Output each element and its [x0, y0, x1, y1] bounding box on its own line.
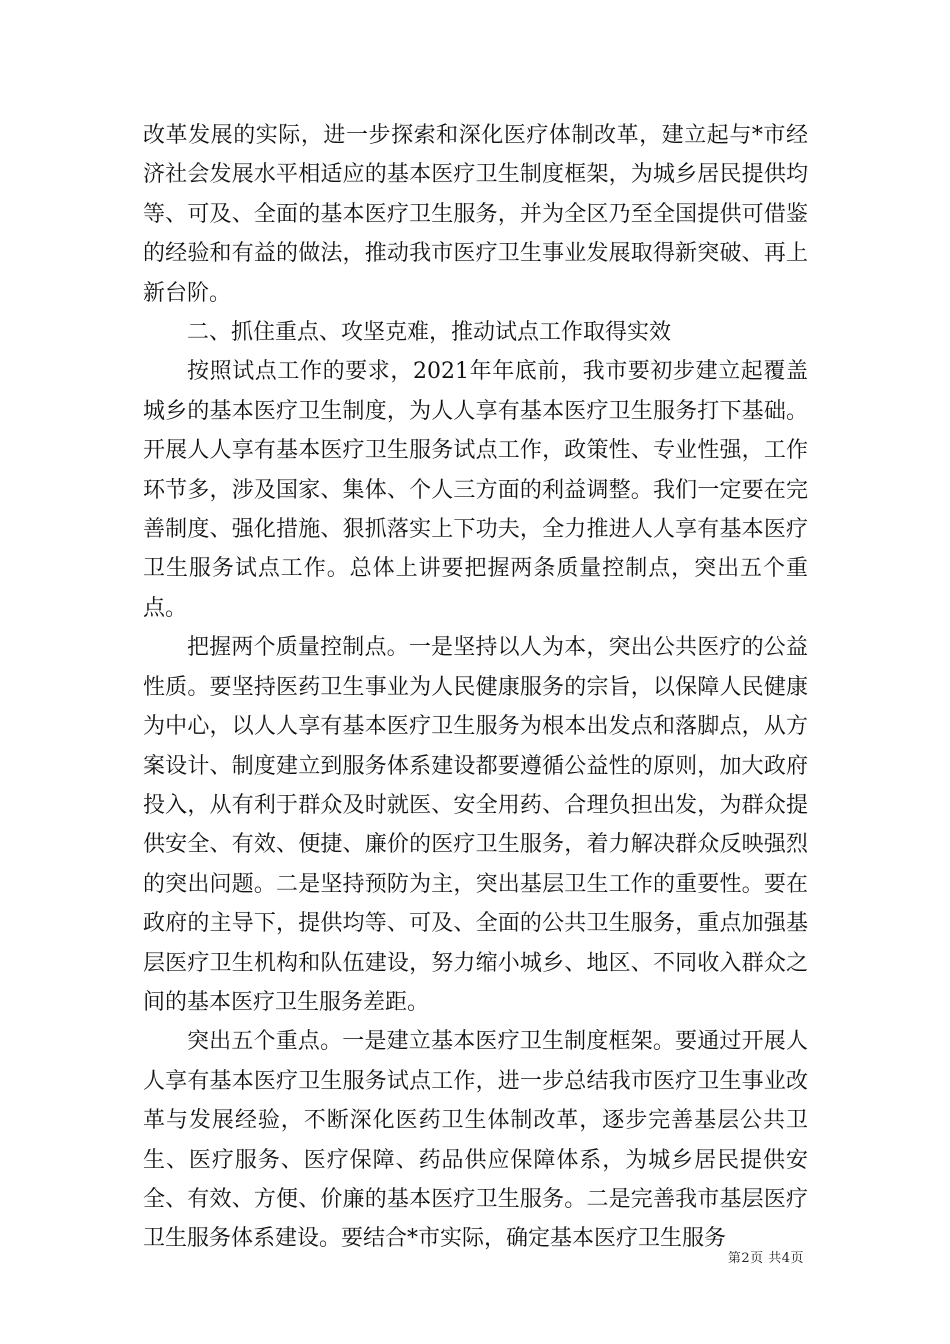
paragraph-1: 改革发展的实际，进一步探索和深化医疗体制改革，建立起与*市经济社会发展水平相适应的基本医疗卫生制度框架，为城乡居民提供均等、可及、全面的基本医疗卫生服务，并为全区乃至全国提供可借鉴的经验和有益的做法，推动我市医疗卫生事业发展取得新突破、再上新台阶。 [143, 123, 808, 306]
section-heading: 二、抓住重点、攻坚克难，推动试点工作取得实效 [187, 320, 672, 346]
paragraph-3: 把握两个质量控制点。一是坚持以人为本，突出公共医疗的公益性质。要坚持医药卫生事业为人民健康服务的宗旨，以保障人民健康为中心，以人人享有基本医疗卫生服务为根本出发点和落脚点，从方案设计、制度建立到服务体系建设都要遵循公益性的原则，加大政府投入，从有利于群众及时就医、安全用药、合理负担出发，为群众提供安全、有效、便捷、廉价的医疗卫生服务，着力解决群众反映强烈的突出问题。二是坚持预防为主，突出基层卫生工作的重要性。要在政府的主导下，提供均等、可及、全面的公共卫生服务，重点加强基层医疗卫生机构和队伍建设，努力缩小城乡、地区、不同收入群众之间的基本医疗卫生服务差距。 [143, 635, 808, 1015]
page-footer: 第2页 共4页 [727, 1251, 804, 1266]
document-body [143, 116, 808, 1259]
paragraph-2: 按照试点工作的要求，2021年年底前，我市要初步建立起覆盖城乡的基本医疗卫生制度，为人人享有基本医疗卫生服务打下基础。开展人人享有基本医疗卫生服务试点工作，政策性、专业性强，工作环节多，涉及国家、集体、个人三方面的利益调整。我们一定要在完善制度、强化措施、狠抓落实上下功夫，全力推进人人享有基本医疗卫生服务试点工作。总体上讲要把握两条质量控制点，突出五个重点。 [143, 359, 808, 621]
paragraph-4: 突出五个重点。一是建立基本医疗卫生制度框架。要通过开展人人享有基本医疗卫生服务试点工作，进一步总结我市医疗卫生事业改革与发展经验，不断深化医药卫生体制改革，逐步完善基层公共卫生、医疗服务、医疗保障、药品供应保障体系，为城乡居民提供安全、有效、方便、价廉的基本医疗卫生服务。二是完善我市基层医疗卫生服务体系建设。要结合*市实际，确定基本医疗卫生服务 [143, 1029, 808, 1252]
